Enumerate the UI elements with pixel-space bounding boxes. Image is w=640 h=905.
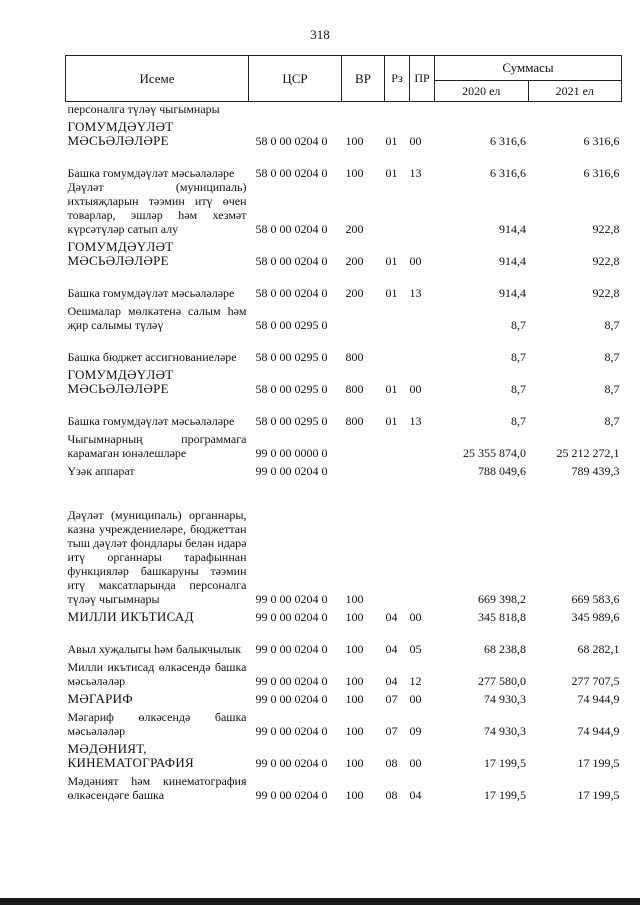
row-rz: 04 [385,674,398,688]
row-value-2020: 6 316,6 [490,134,526,148]
row-value-2021: 8,7 [604,382,620,396]
row-name: Оешмалар мөлкәтенә салым һәм җир салымы түләү [67,304,247,332]
table-row [66,606,622,624]
row-pr [410,102,435,117]
header-rz: Рз [385,56,410,102]
row-vr: 200 [345,254,364,268]
row-csr: 99 0 00 0204 0 [255,674,328,688]
row-rz: 01 [385,286,398,300]
table-row [66,332,622,364]
table-row [66,148,622,180]
row-pr: 04 [409,788,422,802]
table-row [66,268,622,300]
row-csr: 58 0 00 0204 0 [255,166,328,180]
row-rz: 01 [385,254,398,268]
row-value-2020: 8,7 [511,318,526,332]
row-value-2020: 277 580,0 [478,674,526,688]
row-name: МӘДӘНИЯТ, КИНЕМАТОГРАФИЯ [67,741,195,770]
table-row [66,180,622,236]
table-row [66,624,622,656]
row-pr: 00 [409,610,422,624]
row-name: Милли икътисад өлкәсендә башка мәсьәләләр [67,660,247,688]
row-value-2020: 8,7 [511,350,526,364]
row-pr: 13 [409,414,422,428]
row-pr: 13 [409,286,422,300]
row-value-2020: 74 930,3 [484,724,526,738]
page-number: 318 [310,27,330,42]
header-year-2020: 2020 ел [435,81,529,102]
row-value-2020: 68 238,8 [484,642,526,656]
row-pr: 00 [409,382,422,396]
header-csr: ЦСР [249,56,342,102]
row-pr: 00 [409,692,422,706]
row-vr: 100 [345,610,364,624]
row-value-2021: 74 944,9 [577,692,620,706]
table-body [66,102,622,803]
row-value-2020: 345 818,8 [478,610,526,624]
row-rz: 01 [385,382,398,396]
table-header [66,56,622,102]
row-value-2021: 6 316,6 [583,166,620,180]
table-row [66,738,622,770]
row-value-2020: 914,4 [499,286,526,300]
row-csr: 58 0 00 0204 0 [255,134,328,148]
row-csr: 58 0 00 0295 0 [255,414,328,428]
row-name: Үзәк аппарат [67,464,135,478]
row-vr [342,428,385,460]
row-vr: 200 [345,222,364,236]
table-row [66,364,622,396]
row-pr: 09 [409,724,422,738]
row-rz: 01 [385,166,398,180]
table-row [66,460,622,478]
row-pr: 00 [409,134,422,148]
row-value-2021: 789 439,3 [571,464,620,478]
row-name: Дәүләт (муниципаль) ихтыяҗларын тәэмин итү өчен товарлар, эшләр һәм хезмәт күрсәтүләр сатып алу [67,180,247,236]
row-csr: 58 0 00 0295 0 [255,382,328,396]
row-value-2020: 788 049,6 [478,464,526,478]
row-name: ГОМУМДӘҮЛӘТ МӘСЬӘЛӘЛӘРЕ [67,239,174,268]
table-row [66,116,622,148]
row-name: Авыл хуҗалыгы һәм балыкчылык [67,642,242,656]
row-csr: 99 0 00 0204 0 [255,610,328,624]
row-vr: 100 [345,134,364,148]
row-rz: 04 [385,642,398,656]
row-name: МИЛЛИ ИКЪТИСАД [67,609,194,624]
row-rz [385,428,410,460]
row-vr: 100 [345,642,364,656]
row-value-2021: 25 212 272,1 [556,446,620,460]
row-vr: 200 [345,286,364,300]
row-pr: 12 [409,674,422,688]
row-value-2020: 25 355 874,0 [463,446,526,460]
row-csr: 58 0 00 0295 0 [255,318,328,332]
row-rz: 01 [385,134,398,148]
row-rz [385,478,410,606]
row-vr: 100 [345,788,364,802]
row-name: МӘГАРИФ [67,691,133,706]
row-pr: 00 [409,254,422,268]
row-name: персоналга түләү чыгымнары [67,102,220,116]
row-pr [410,332,435,364]
row-value-2021: 922,8 [592,286,620,300]
row-rz: 04 [385,610,398,624]
row-pr [410,478,435,606]
row-name: Мәдәният һәм кинематография өлкәсендәге башка [67,774,247,802]
row-vr: 100 [345,756,364,770]
row-rz: 08 [385,756,398,770]
table-row [66,236,622,268]
row-vr: 800 [345,350,364,364]
row-name: Дәүләт (муниципаль) органнары, казна учреждениеләре, бюджеттан тыш дәүләт фондлары белән идарә итү органнары тарафыннан функцияләр башкаруны тәэмин итү максатларында персоналга түләү чыгымнары [67,508,247,606]
row-name: Башка бюджет ассигнованиеләре [67,350,237,364]
row-value-2020: 914,4 [499,222,526,236]
row-pr [410,428,435,460]
table-row [66,656,622,688]
table-row [66,770,622,802]
row-value-2021: 74 944,9 [577,724,620,738]
row-rz: 07 [385,724,398,738]
row-pr: 00 [409,756,422,770]
row-rz [385,332,410,364]
table-row [66,688,622,706]
row-vr: 100 [345,724,364,738]
header-vr: ВР [342,56,385,102]
row-value-2020: 6 316,6 [490,166,526,180]
row-vr: 100 [345,674,364,688]
row-csr: 99 0 00 0204 0 [255,756,328,770]
row-value-2021: 669 583,6 [571,592,620,606]
row-rz [385,102,410,117]
row-value-2020: 74 930,3 [484,692,526,706]
row-vr: 100 [345,692,364,706]
row-csr: 99 0 00 0204 0 [255,592,328,606]
row-pr: 13 [409,166,422,180]
row-vr: 100 [345,592,364,606]
row-csr: 99 0 00 0204 0 [255,642,328,656]
row-rz [385,460,410,478]
row-csr: 99 0 00 0204 0 [255,464,328,478]
row-value-2021: 277 707,5 [571,674,620,688]
row-csr: 99 0 00 0204 0 [255,692,328,706]
row-rz [385,300,410,332]
row-value-2021: 6 316,6 [583,134,620,148]
row-vr: 800 [345,382,364,396]
row-value-2021: 8,7 [604,318,620,332]
row-value-2021: 8,7 [604,350,620,364]
table-row [66,396,622,428]
row-value-2020: 669 398,2 [478,592,526,606]
row-value-2021: 68 282,1 [577,642,620,656]
row-name: Чыгымнарның программага карамаган юнәлешләре [67,432,247,460]
row-name: Мәгариф өлкәсендә башка мәсьәләләр [67,710,247,738]
row-value-2021 [528,102,622,117]
row-value-2021: 922,8 [592,222,620,236]
row-csr: 99 0 00 0204 0 [255,788,328,802]
row-vr: 100 [345,166,364,180]
row-rz: 07 [385,692,398,706]
header-year-2021: 2021 ел [528,81,622,102]
budget-table [65,55,622,802]
row-value-2020: 8,7 [511,414,526,428]
row-value-2020: 17 199,5 [484,788,526,802]
row-value-2020: 8,7 [511,382,526,396]
row-pr [410,180,435,236]
row-vr: 800 [345,414,364,428]
row-pr [410,300,435,332]
row-csr: 58 0 00 0204 0 [255,286,328,300]
row-value-2021: 345 989,6 [571,610,620,624]
row-rz: 08 [385,788,398,802]
header-sums: Суммасы [435,56,622,81]
row-value-2021: 922,8 [592,254,620,268]
scan-bottom-edge [0,898,640,905]
row-name: Башка гомумдәүләт мәсьәләләре [67,166,235,180]
row-value-2021: 17 199,5 [577,788,620,802]
row-value-2021: 17 199,5 [577,756,620,770]
row-name: ГОМУМДӘҮЛӘТ МӘСЬӘЛӘЛӘРЕ [67,119,174,148]
row-pr: 05 [409,642,422,656]
row-value-2021: 8,7 [604,414,620,428]
row-rz [385,180,410,236]
row-name: Башка гомумдәүләт мәсьәләләре [67,286,235,300]
table-row [66,428,622,460]
header-name: Исеме [66,56,249,102]
row-vr [342,300,385,332]
row-value-2020: 17 199,5 [484,756,526,770]
row-csr: 99 0 00 0204 0 [255,724,328,738]
header-pr: ПР [410,56,435,102]
row-name: Башка гомумдәүләт мәсьәләләре [67,414,235,428]
table-row [66,478,622,606]
row-vr [342,102,385,117]
row-csr: 58 0 00 0204 0 [255,254,328,268]
row-pr [410,460,435,478]
row-csr: 99 0 00 0000 0 [255,446,328,460]
row-vr [342,460,385,478]
table-row [66,102,622,117]
row-csr: 58 0 00 0295 0 [255,350,328,364]
table-row [66,706,622,738]
row-value-2020 [435,102,529,117]
row-rz: 01 [385,414,398,428]
row-value-2020: 914,4 [499,254,526,268]
row-csr [249,102,342,117]
row-csr: 58 0 00 0204 0 [255,222,328,236]
row-name: ГОМУМДӘҮЛӘТ МӘСЬӘЛӘЛӘРЕ [67,367,174,396]
table-row [66,300,622,332]
